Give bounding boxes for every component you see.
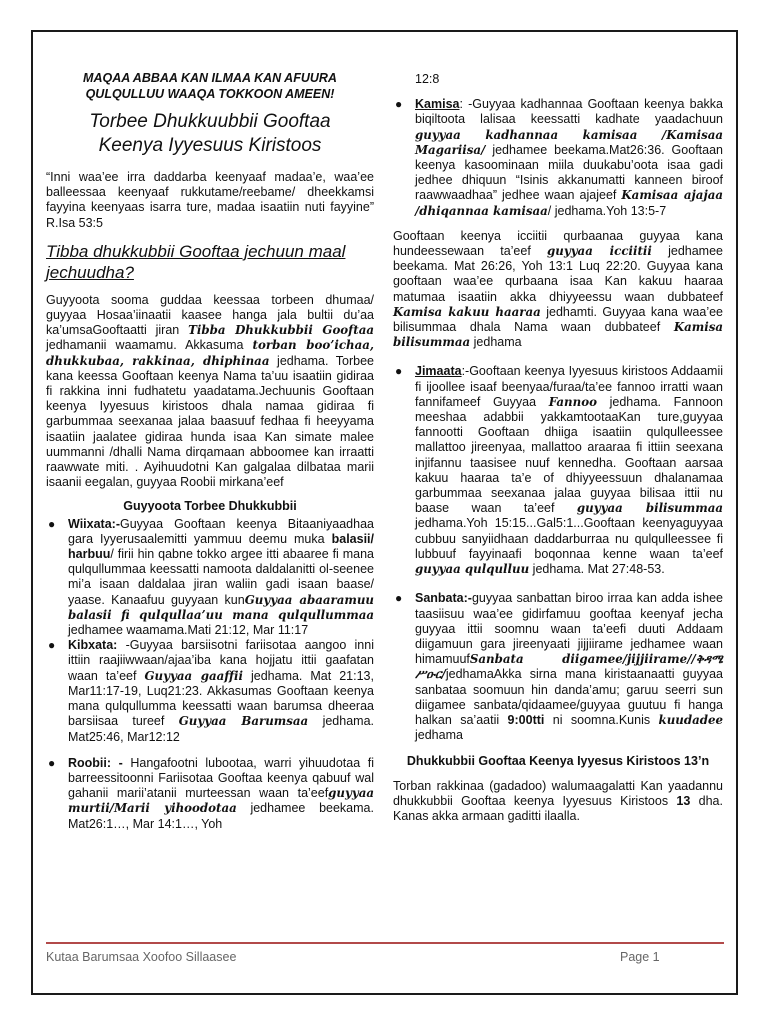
day-text: / jedhama.Yoh 13:5-7	[547, 203, 667, 218]
day-text: :-Gooftaan keenya Iyyesuus kiristoos Addaamii fi ijoollee isaaf beenyaa/furaa/ta’ee fannoo irratti waan fannifameef Guyyaa	[415, 364, 723, 409]
day-text: : -Guyyaa kadhannaa Gooftaan keenya bakka biqiltoota lalisaa keessatti kadhate yaadachuun	[415, 97, 723, 127]
bullet-icon: ●	[48, 755, 56, 770]
list-item-jimaata	[393, 364, 723, 577]
day-text: Guyyaa Gooftaan keenya Bitaaniyaadhaa gara Iyyerusaalemitti yammuu deemu muka	[68, 516, 374, 546]
day-text: jedhamee beekama.Mat26:36. Gooftaan keenya kasoominaan miila duukabu’oota isaa gadi jedhee dhiquun “Isinis akkanumatti kanneen biroof raawwaadhaa” jedhee waan ajajeef	[415, 142, 723, 203]
footer-divider	[46, 942, 724, 944]
day-emphasis: Fannoo	[548, 394, 597, 409]
opening-quote	[46, 170, 374, 231]
intro-emphasis-1: Tibba Dhukkubbii Gooftaa	[188, 323, 374, 338]
day-label: Kamisa	[415, 97, 460, 112]
quote-reference: R.Isa 53:5	[46, 215, 103, 230]
intro-text-1: Guyyoota sooma guddaa keessaa torbeen dhumaa/ guyyaa Hosaa’iinaatii kaasee hanga jala bultii du’aa ka’umsaGooftaatti jiran	[46, 292, 374, 338]
day-text: jedhama.Yoh 15:15...Gal5:1...Gooftaan keenyaguyyaa cubbuu sanyiidhaan daddarburraa nu qulqulleessee fi lubbuuf fayyinaafi boqonnaa kenne waan ta’eef	[415, 516, 723, 561]
closing-heading: Dhukkubbii Gooftaa Keenya Iyyesus Kiristoos 13’n	[406, 754, 710, 769]
day-label: Roobii: -	[68, 755, 123, 770]
right-column	[393, 72, 723, 824]
day-label: Sanbata:-	[415, 591, 472, 606]
day-text: jedhamee waamama.Mati 21:12, Mar 11:17	[68, 623, 309, 638]
bullet-icon: ●	[395, 591, 403, 606]
bullet-icon: ●	[395, 97, 403, 112]
bullet-icon: ●	[395, 364, 403, 379]
closing-paragraph	[393, 779, 723, 825]
list-item-sanbata	[393, 591, 723, 743]
document-title	[46, 110, 374, 158]
day-text: jedhama. Mat25:46, Mar12:12	[68, 714, 375, 744]
header-line-1: MAQAA ABBAA KAN ILMAA KAN AFUURA	[83, 71, 337, 85]
day-text: jedhama. Fannoon meeshaa adabbii yakkamtootaaKan ture,guyyaa fannootti Gooftaan dhiiga isaatiin qulqulleessee mallattoo jireenyaa, mallattoo araaraa fi ittiin seexana injifannu taasisee nuuf kennedha. Gooftaan aarsaa kakuu haaraa ta’e of dhiyyeessuun dhalanamaa garbummaa seexanaa jalaa guyyaa bilisaa ittii nu baase waan ta’eef	[415, 394, 723, 516]
day-emphasis: guyyaa murtii/Marii yihoodotaa	[68, 786, 374, 816]
continued-reference: 12:8	[415, 72, 440, 86]
day-text: jedhama. Mat 21:13, Mar11:17-19, Luq21:23. Akkasumas Gooftaan keenya mana qulqullumma keessatti waan barumsa dheeraa barsiisaa tureef	[68, 668, 374, 729]
day-emphasis: kuudadee	[658, 712, 724, 727]
day-emphasis: Guyyaa abaaramuu balasii fi qulqullaa’uu mana qulqullummaa	[68, 592, 374, 622]
page-number: Page 1	[620, 950, 660, 964]
day-text: jedhamaAkka sirna mana kiristaanaatti guyyaa sanbataa soomuun hin danda’amu; garuu seerri sun diigamee sanbata/qidaamee/guyyaa guutuu fi hanga halkan sa’aatii	[415, 667, 723, 727]
day-emphasis: Sanbata diigamee/jijjiirame//ቅዳሜ ሥዑር/	[415, 652, 723, 682]
day-emphasis: guyyaa qulqulluu	[415, 562, 530, 577]
section-heading: Tibba dhukkubbii Gooftaa jechuun maal jechuudha?	[46, 241, 346, 282]
day-label: Jimaata	[415, 364, 462, 379]
para-text: Torban rakkinaa (gadadoo) walumaagalatti Kan yaadannu dhukkubbii Gooftaa keenya Iyyesuus Kiristoos	[393, 778, 723, 808]
day-bold: 9:00tti	[507, 712, 545, 727]
days-heading: Guyyoota Torbee Dhukkubbii	[123, 499, 297, 514]
day-text: jedhamee beekama. Mat26:1…, Mar 14:1…, Yoh	[68, 801, 374, 831]
para-text: jedhamee beekama. Mat 26:26, Yoh 13:1 Luq 22:20. Guyyaa kana gooftaan waa’ee qurbaana isaa Kan kakuu haaraa matumaa isaatiin akka dhiyyeessu waan dubbateef	[393, 244, 723, 304]
day-text: -Guyyaa barsiisotni fariisotaa aangoo inni ittiin raajiiwwaan/ajaa’iba kana hojjatu ittii gaafatan waan ta’eef	[68, 638, 374, 683]
footer-left: Kutaa Barumsaa Xoofoo Sillaasee	[46, 950, 237, 964]
left-column	[46, 70, 374, 832]
kamisa-paragraph	[393, 229, 723, 351]
intro-paragraph	[46, 293, 374, 491]
para-text: Gooftaan keenya icciitii qurbaanaa guyyaa kana hundeessewaan ta’eef	[393, 228, 723, 259]
title-line-2: Keenya Iyyesuus Kiristoos	[98, 135, 322, 156]
list-item-roobii	[46, 756, 374, 832]
para-text: jedhamti. Guyyaa kana waa’ee bilisummaa dhala Nama waan dubbateef	[393, 304, 724, 335]
bullet-icon: ●	[48, 638, 56, 653]
para-emphasis: guyyaa icciitii	[547, 244, 652, 259]
day-text: ni soomna.Kunis	[552, 712, 651, 727]
para-bold: 13	[676, 793, 691, 808]
intro-text-2: jedhamanii waamamu. Akkasuma	[46, 338, 244, 353]
para-emphasis: Kamisa kakuu haaraa	[393, 304, 541, 319]
day-label: Wiixata:-	[68, 516, 120, 531]
list-item-wiixata	[46, 517, 374, 639]
para-text: jedhama	[473, 335, 522, 350]
day-text: / firii hin qabne tokko argee itti abaaree fi mana qulqullummaa keessatti namoota daldalanitti ol-seenee mi’a isaan daldalaa jiran waliin gadi isaan baase/ yaase. Kanaafuu guyyaan kun	[68, 547, 374, 607]
para-emphasis: Kamisa bilisummaa	[393, 320, 723, 350]
day-label: Kibxata:	[68, 638, 118, 653]
para-text: dha. Kanas akka armaan gaditti ilaalla.	[393, 793, 723, 823]
day-emphasis: Guyyaa Barumsaa	[178, 714, 309, 729]
day-emphasis: Guyyaa gaaffii	[144, 668, 243, 683]
day-emphasis: Kamisaa ajajaa /dhiqannaa kamisaa	[415, 188, 723, 218]
list-item-kibxata	[46, 638, 374, 744]
bullet-icon: ●	[48, 516, 56, 531]
header-line-2: QULQULLUU WAAQA TOKKOON AMEEN!	[85, 87, 335, 101]
title-line-1: Torbee Dhukkuubbii Gooftaa	[89, 111, 331, 132]
intro-emphasis-2: torban boo’ichaa, dhukkubaa, rakkinaa, dhiphinaa	[46, 338, 374, 368]
day-bold: balasii/ harbuu	[68, 531, 374, 562]
list-item-kamisa	[393, 97, 723, 219]
day-emphasis: guyyaa kadhannaa kamisaa /Kamisaa Magariisa/	[415, 127, 723, 157]
day-emphasis: guyyaa bilisummaa	[576, 501, 724, 516]
day-text: guyyaa sanbattan biroo irraa kan adda ishee taasiisuu waa’ee gidirfamuu gooftaa keenyaf jecha guyyaa ittii soomnu waan ta’eefi duuti Addaam diigamuun gara jireenyaati jijjiirame jedhamee waan himamuuf	[415, 591, 723, 667]
day-text: jedhama. Mat 27:48-53.	[532, 562, 665, 577]
quote-text: “Inni waa’ee irra daddarba keenyaaf madaa’e, waa’ee balleessaa keenyaaf rukkutame/reebame/ dheekkamsi fayyina keenyaas isarra ture, madaa isaatiin nuti fayyine”	[46, 170, 374, 215]
day-text: Hangafootni lubootaa, warri yihuudotaa fi barreessitoonni Fariisotaa Gooftaa keenya qabuuf wal gahanii marii’atanii murteessan waan ta’eef	[68, 755, 374, 801]
day-text: jedhama	[415, 728, 463, 743]
intro-text-3: jedhama. Torbee kana keessa Gooftaan keenya Nama ta’uu isaatiin gidiraa fi rakkina inni fudhatetu yaadatama.Jechuunis Gooftaan keenya Iyyesuus kiristoos dhala namaa gidiraa fi garbummaa seexanaa jalaa baasuuf fedhaa fi heeyyama isaatiin jaalatee gidiraa hunda isaa Kan simate malee uummanni /dhalli Nama dirqamaan abboomee kan irraatti raawwate miti. . Ayihuudotni Kan galgalaa dilbataa marii isaanii eegalan, guyyaa Roobii mirkana’eef	[46, 353, 375, 490]
